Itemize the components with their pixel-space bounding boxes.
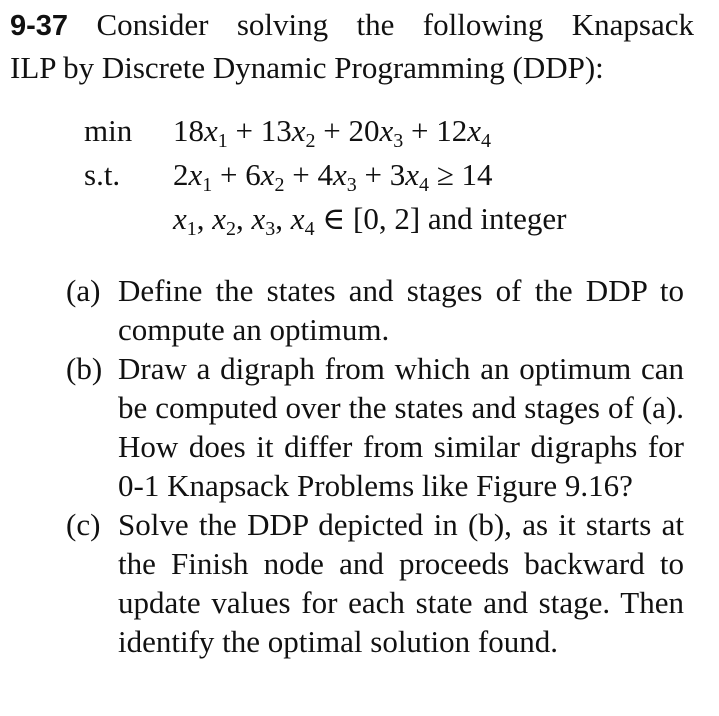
constraint-label: s.t. [84, 157, 121, 192]
problem-number: 9-37 [10, 10, 69, 42]
constraint-plus-1: + [212, 157, 246, 192]
objective-coef-1: 18 [173, 113, 204, 148]
constraint-expression [173, 154, 493, 196]
constraint-coef-1: 2 [173, 157, 189, 192]
question-part-c [66, 505, 684, 661]
part-label: (b) [66, 351, 103, 386]
constraint-var-4: x [405, 157, 420, 192]
objective-index-1: 1 [217, 130, 228, 152]
objective-coef-2: 13 [260, 113, 292, 148]
part-label: (c) [66, 507, 101, 542]
question-part-b [66, 349, 684, 505]
objective-index-2: 2 [305, 130, 316, 152]
part-text: Define the states and stages of the DDP to compute an optimum. [118, 273, 684, 347]
problem-statement [10, 4, 694, 89]
constraint-coef-4: 3 [389, 157, 406, 192]
domain-set: ∈ [0, 2] and integer [314, 201, 567, 236]
constraint-index-4: 4 [419, 174, 430, 196]
constraint-coef-3: 4 [317, 157, 333, 192]
objective-label: min [84, 113, 133, 148]
problem-intro-line-1 [10, 4, 694, 47]
domain-separator: , [236, 201, 252, 236]
constraint-rhs: 14 [461, 157, 493, 192]
part-text: Solve the DDP depicted in (b), as it starts at the Finish node and proceeds backward to update values for each state and stage. Then identify the optimal solution found. [118, 507, 684, 659]
constraint-index-2: 2 [274, 174, 285, 196]
constraint-relation: ≥ [429, 157, 462, 192]
domain-var-4: x [290, 201, 305, 236]
question-part-a [66, 271, 684, 349]
part-label: (a) [66, 273, 101, 308]
question-parts [66, 271, 684, 661]
problem-intro-line-2: ILP by Discrete Dynamic Programming (DDP): [10, 50, 604, 85]
problem-intro-text-1: Consider solving the following Knapsack [96, 7, 694, 42]
constraint-coef-2: 6 [245, 157, 261, 192]
domain-var-2: x [212, 201, 227, 236]
objective-plus-1: + [227, 113, 261, 148]
domain-var-1: x [173, 201, 187, 236]
constraint-var-1: x [188, 157, 203, 192]
objective-index-4: 4 [481, 130, 492, 152]
constraint-index-1: 1 [202, 174, 213, 196]
objective-var-4: x [467, 113, 482, 148]
domain-var-3: x [251, 201, 266, 236]
objective-var-3: x [379, 113, 394, 148]
part-text: Draw a digraph from which an optimum can be computed over the states and stages of (a). How does it differ from similar digraphs for 0-1 Knapsack Problems like Figure 9.16? [118, 351, 684, 503]
domain-index-3: 3 [265, 218, 276, 240]
objective-var-2: x [291, 113, 306, 148]
constraint-plus-2: + [284, 157, 318, 192]
constraint-var-2: x [260, 157, 275, 192]
constraint-plus-3: + [356, 157, 390, 192]
domain-expression [173, 198, 566, 240]
objective-coef-4: 12 [436, 113, 468, 148]
domain-separator: , [196, 201, 213, 236]
domain-separator: , [275, 201, 291, 236]
objective-plus-3: + [403, 113, 437, 148]
domain-index-4: 4 [304, 218, 315, 240]
objective-plus-2: + [315, 113, 349, 148]
domain-index-1: 1 [186, 218, 197, 240]
constraint-index-3: 3 [346, 174, 357, 196]
objective-index-3: 3 [393, 130, 404, 152]
objective-expression [173, 110, 491, 152]
objective-coef-3: 20 [348, 113, 380, 148]
constraint-var-3: x [333, 157, 347, 192]
objective-var-1: x [204, 113, 218, 148]
domain-index-2: 2 [226, 218, 237, 240]
